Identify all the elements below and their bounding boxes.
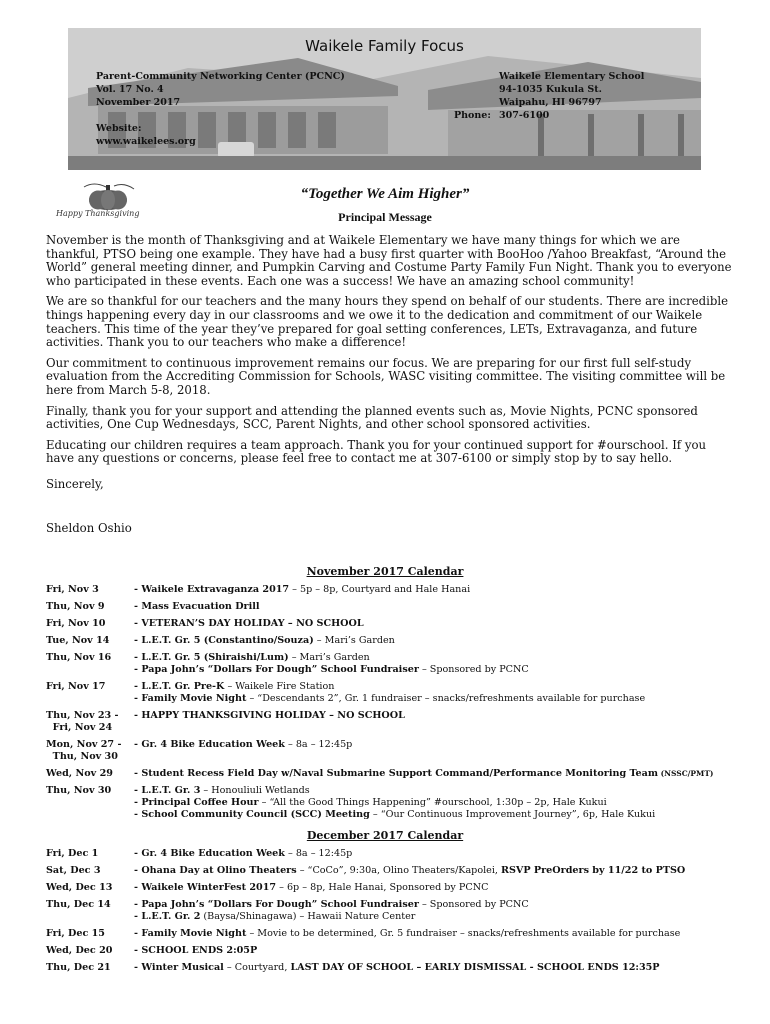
calendar-date: Sat, Dec 3 — [46, 865, 101, 876]
calendar-events — [134, 618, 736, 630]
calendar-event — [134, 635, 736, 647]
event-text: - L.E.T. Gr. 5 (Shiraishi/Lum) — [134, 652, 289, 663]
message-paragraph: Educating our children requires a team approach. Thank you for your continued support for #ourschool. If you have any questions or concerns, please feel free to contact me at 307-6100 or simply stop by to say hello. — [46, 437, 707, 466]
closing: Sincerely, — [46, 476, 104, 491]
calendar-event — [134, 809, 736, 821]
calendar-event — [134, 768, 736, 780]
calendar-row — [46, 739, 736, 763]
event-text: - L.E.T. Gr. Pre-K — [134, 681, 225, 692]
principal-message-title: Principal Message — [338, 210, 432, 224]
calendar-row — [46, 635, 736, 647]
event-text: - Waikele Extravaganza 2017 — [134, 584, 290, 595]
principal-message-body — [46, 234, 734, 542]
event-text: - HAPPY THANKSGIVING HOLIDAY – NO SCHOOL — [134, 710, 405, 721]
calendar-row — [46, 945, 736, 957]
event-text: - Gr. 4 Bike Education Week — [134, 848, 285, 859]
calendar-events — [134, 652, 736, 676]
calendar-events — [134, 601, 736, 613]
event-text: – Sponsored by PCNC — [418, 899, 529, 910]
org-name: Parent-Community Networking Center (PCNC) — [96, 71, 345, 82]
event-text: – “Descendants 2”, Gr. 1 fundraiser – snacks/refreshments available for purchase — [246, 693, 646, 704]
calendar-date: Wed, Nov 29 — [46, 768, 113, 779]
calendar-date: Tue, Nov 14 — [46, 635, 110, 646]
calendar-date: Thu, Dec 21 — [46, 962, 111, 973]
event-text: - L.E.T. Gr. 5 (Constantino/Souza) — [134, 635, 314, 646]
newsletter-title: Waikele Family Focus — [305, 37, 464, 55]
event-text: – 6p – 8p, Hale Hanai, Sponsored by PCNC — [276, 882, 489, 893]
calendar-event — [134, 962, 736, 974]
calendar-event — [134, 710, 736, 722]
phone-label: Phone: — [454, 110, 491, 121]
calendar-row — [46, 681, 736, 705]
calendar-event — [134, 882, 736, 894]
calendar-row — [46, 652, 736, 676]
volume: Vol. 17 No. 4 — [96, 84, 164, 95]
calendar-event — [134, 797, 736, 809]
calendar-event — [134, 848, 736, 860]
header-left-info — [96, 70, 345, 148]
event-text: – Waikele Fire Station — [224, 681, 335, 692]
event-text: - Principal Coffee Hour — [134, 797, 259, 808]
event-text: (Baysa/Shinagawa) – Hawaii Nature Center — [200, 911, 416, 922]
message-paragraph: Finally, thank you for your support and attending the planned events such as, Movie Nights, PCNC sponsored activities, One Cup Wednesdays, SCC, Parent Nights, and other school sponsored activities. — [46, 403, 698, 432]
calendar-events — [134, 785, 736, 821]
calendar-date: Wed, Dec 13 — [46, 882, 113, 893]
phone-number: 307-6100 — [499, 110, 550, 121]
school-name: Waikele Elementary School — [499, 71, 645, 82]
calendar-row — [46, 899, 736, 923]
calendar-events — [134, 681, 736, 705]
issue-date: November 2017 — [96, 97, 181, 108]
calendar-event — [134, 652, 736, 664]
event-text: – Mari’s Garden — [288, 652, 370, 663]
signature: Sheldon Oshio — [46, 520, 132, 535]
calendar-event — [134, 911, 736, 923]
calendar-event — [134, 739, 736, 751]
thanksgiving-caption: Happy Thanksgiving — [56, 209, 140, 218]
december-calendar — [46, 848, 736, 979]
calendar-events — [134, 635, 736, 647]
event-text: - Family Movie Night — [134, 693, 247, 704]
event-text: - Gr. 4 Bike Education Week — [134, 739, 285, 750]
event-text: – “CoCo”, 9:30a, Olino Theaters/Kapolei, — [296, 865, 502, 876]
calendar-date: Thu, Dec 14 — [46, 899, 111, 910]
december-calendar-title: December 2017 Calendar — [306, 829, 464, 842]
header-banner — [68, 28, 701, 170]
event-text: - Family Movie Night — [134, 928, 247, 939]
event-text: - Ohana Day at Olino Theaters — [134, 865, 297, 876]
event-text: – 5p – 8p, Courtyard and Hale Hanai — [289, 584, 471, 595]
calendar-date: Wed, Dec 20 — [46, 945, 113, 956]
calendar-row — [46, 882, 736, 894]
event-text: – 8a – 12:45p — [284, 739, 353, 750]
website-label: Website: — [96, 123, 142, 134]
event-text: - Papa John’s “Dollars For Dough” School Fundraiser — [134, 899, 419, 910]
event-text: – Sponsored by PCNC — [418, 664, 529, 675]
calendar-row — [46, 710, 736, 734]
calendar-events — [134, 899, 736, 923]
calendar-event — [134, 928, 736, 940]
school-city: Waipahu, HI 96797 — [499, 97, 602, 108]
event-text: - L.E.T. Gr. 2 — [134, 911, 201, 922]
calendar-date: Thu, Nov 23 - Fri, Nov 24 — [46, 710, 119, 733]
calendar-events — [134, 739, 736, 763]
calendar-date: Thu, Nov 30 — [46, 785, 112, 796]
calendar-row — [46, 768, 736, 780]
message-paragraph: We are so thankful for our teachers and the many hours they spend on behalf of our students. There are incredible things happening every day in our classrooms and we owe it to the dedication and commitment of our Waikele teachers. This time of the year they’ve prepared for goal setting conferences, LETs, Extravaganza, and future activities. Thank you to our teachers who make a difference! — [46, 294, 729, 350]
calendar-date: Thu, Nov 9 — [46, 601, 105, 612]
calendar-row — [46, 928, 736, 940]
calendar-date: Fri, Nov 3 — [46, 584, 99, 595]
calendar-event — [134, 664, 736, 676]
event-text: RSVP PreOrders by 11/22 to PTSO — [501, 865, 686, 876]
calendar-events — [134, 584, 736, 596]
school-motto: “Together We Aim Higher” — [300, 186, 470, 202]
event-text: – “All the Good Things Happening” #ourschool, 1:30p – 2p, Hale Kukui — [258, 797, 607, 808]
calendar-event — [134, 618, 736, 630]
event-text: - SCHOOL ENDS 2:05P — [134, 945, 258, 956]
calendar-row — [46, 865, 736, 877]
event-text: - Winter Musical — [134, 962, 224, 973]
calendar-row — [46, 785, 736, 821]
calendar-row — [46, 618, 736, 630]
calendar-events — [134, 928, 736, 940]
november-calendar-title: November 2017 Calendar — [306, 565, 464, 578]
calendar-date: Thu, Nov 16 — [46, 652, 112, 663]
event-text: - Student Recess Field Day w/Naval Submarine Support Command/Performance Monitoring Team — [134, 768, 659, 779]
calendar-event — [134, 899, 736, 911]
event-text: - L.E.T. Gr. 3 — [134, 785, 201, 796]
calendar-row — [46, 848, 736, 860]
calendar-event — [134, 785, 736, 797]
calendar-date: Fri, Dec 15 — [46, 928, 105, 939]
calendar-event — [134, 945, 736, 957]
event-text: – Honouliuli Wetlands — [200, 785, 310, 796]
event-text: – Mari’s Garden — [313, 635, 395, 646]
november-calendar — [46, 584, 736, 826]
calendar-events — [134, 962, 736, 974]
school-street: 94-1035 Kukula St. — [499, 84, 602, 95]
calendar-event — [134, 601, 736, 613]
calendar-events — [134, 945, 736, 957]
event-text: – “Our Continuous Improvement Journey”, 6p, Hale Kukui — [369, 809, 656, 820]
event-text: - Papa John’s “Dollars For Dough” School Fundraiser — [134, 664, 419, 675]
message-paragraph: Our commitment to continuous improvement remains our focus. We are preparing for our first full self-study evaluation from the Accrediting Commission for Schools, WASC visiting committee. The visiting committee will be here from March 5-8, 2018. — [46, 355, 726, 397]
event-text: - School Community Council (SCC) Meeting — [134, 809, 370, 820]
calendar-row — [46, 601, 736, 613]
event-text: – Courtyard, — [223, 962, 291, 973]
event-text: – 8a – 12:45p — [284, 848, 353, 859]
event-text: - Mass Evacuation Drill — [134, 601, 260, 612]
calendar-date: Fri, Nov 17 — [46, 681, 106, 692]
website-url: www.waikelees.org — [96, 136, 196, 147]
calendar-event — [134, 865, 736, 877]
event-text: (NSSC/PMT) — [658, 769, 714, 778]
event-text: LAST DAY OF SCHOOL – EARLY DISMISSAL - SCHOOL ENDS 12:35P — [290, 962, 660, 973]
event-text: - VETERAN’S DAY HOLIDAY – NO SCHOOL — [134, 618, 364, 629]
calendar-events — [134, 710, 736, 734]
calendar-date: Mon, Nov 27 - Thu, Nov 30 — [46, 739, 122, 762]
calendar-date: Fri, Dec 1 — [46, 848, 99, 859]
calendar-date: Fri, Nov 10 — [46, 618, 106, 629]
calendar-event — [134, 681, 736, 693]
calendar-events — [134, 768, 736, 780]
calendar-events — [134, 882, 736, 894]
header-right-info — [454, 70, 645, 122]
calendar-event — [134, 584, 736, 596]
calendar-events — [134, 848, 736, 860]
calendar-row — [46, 962, 736, 974]
calendar-event — [134, 693, 736, 705]
event-text: - Waikele WinterFest 2017 — [134, 882, 277, 893]
message-paragraph: November is the month of Thanksgiving and at Waikele Elementary we have many things for which we are thankful, PTSO being one example. They have had a busy first quarter with BooHoo /Yahoo Breakfast, “Around the World” general meeting dinner, and Pumpkin Carving and Costume Party Family Fun Night. Thank you to everyone who participated in these events. Each one was a success! We have an amazing school community! — [46, 233, 732, 288]
event-text: – Movie to be determined, Gr. 5 fundraiser – snacks/refreshments available for purchase — [246, 928, 681, 939]
calendar-row — [46, 584, 736, 596]
calendar-events — [134, 865, 736, 877]
